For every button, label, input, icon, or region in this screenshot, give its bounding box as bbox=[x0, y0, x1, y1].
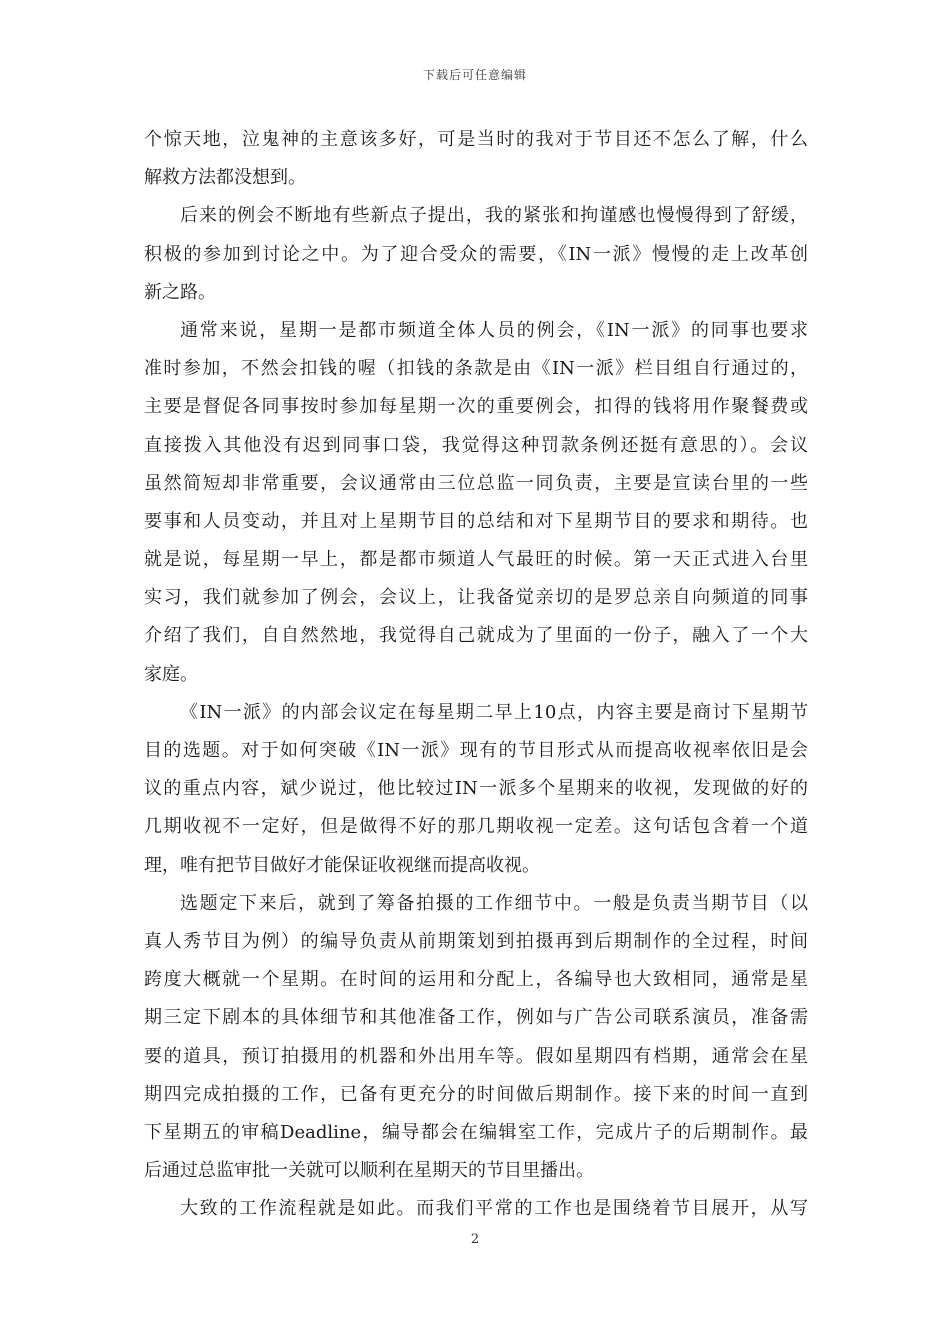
text-line: 新之路。 bbox=[144, 281, 216, 303]
text-line: 选题定下来后，就到了筹备拍摄的工作细节中。一般是负责当期节目（以 bbox=[180, 892, 808, 914]
page-number: 2 bbox=[470, 1232, 480, 1247]
text-line: 大致的工作流程就是如此。而我们平常的工作也是围绕着节目展开，从写 bbox=[180, 1198, 808, 1220]
text-line: 就是说，每星期一早上，都是都市频道人气最旺的时候。第一天正式进入台里 bbox=[144, 549, 808, 571]
page-header: 下载后可任意编辑 bbox=[422, 68, 527, 82]
text-line: 个惊天地，泣鬼神的主意该多好，可是当时的我对于节目还不怎么了解，什么 bbox=[144, 129, 808, 150]
text-line: 家庭。 bbox=[144, 663, 198, 685]
text-line: 理，唯有把节目做好才能保证收视继而提高收视。 bbox=[144, 854, 540, 876]
text-line: 几期收视不一定好，但是做得不好的那几期收视一定差。这句话包含着一个道 bbox=[144, 816, 808, 838]
text-line: 跨度大概就一个星期。在时间的运用和分配上，各编导也大致相同，通常是星 bbox=[144, 969, 808, 991]
text-line: 期四完成拍摄的工作，已备有更充分的时间做后期制作。接下来的时间一直到 bbox=[144, 1083, 808, 1105]
text-line: 目的选题。对于如何突破《IN一派》现有的节目形式从而提高收视率依旧是会 bbox=[144, 740, 808, 761]
text-line: 要的道具，预订拍摄用的机器和外出用车等。假如星期四有档期，通常会在星 bbox=[144, 1045, 808, 1067]
text-line: 议的重点内容，斌少说过，他比较过IN一派多个星期来的收视，发现做的好的 bbox=[144, 778, 808, 800]
text-line: 解救方法都没想到。 bbox=[144, 167, 306, 189]
document-body bbox=[144, 121, 808, 1228]
text-line: 主要是督促各同事按时参加每星期一次的重要例会，扣得的钱将用作聚餐费或 bbox=[144, 396, 808, 418]
text-line: 要事和人员变动，并且对上星期节目的总结和对下星期节目的要求和期待。也 bbox=[144, 510, 808, 532]
text-line: 后来的例会不断地有些新点子提出，我的紧张和拘谨感也慢慢得到了舒缓， bbox=[180, 205, 808, 227]
text-line: 虽然简短却非常重要，会议通常由三位总监一同负责，主要是宣读台里的一些 bbox=[144, 472, 808, 494]
text-line: 积极的参加到讨论之中。为了迎合受众的需要，《IN一派》慢慢的走上改革创 bbox=[144, 243, 808, 265]
text-line: 通常来说，星期一是都市频道全体人员的例会，《IN一派》的同事也要求 bbox=[180, 319, 808, 341]
text-line: 直接拨入其他没有迟到同事口袋，我觉得这种罚款条例还挺有意思的）。会议 bbox=[144, 434, 808, 456]
text-line: 后通过总监审批一关就可以顺利在星期天的节目里播出。 bbox=[144, 1160, 594, 1182]
text-line: 准时参加，不然会扣钱的喔（扣钱的条款是由《IN一派》栏目组自行通过的， bbox=[144, 358, 808, 380]
text-line: 真人秀节目为例）的编导负责从前期策划到拍摄再到后期制作的全过程，时间 bbox=[144, 930, 808, 952]
text-line: 实习，我们就参加了例会，会议上，让我备觉亲切的是罗总亲自向频道的同事 bbox=[144, 587, 808, 609]
text-line: 下星期五的审稿Deadline，编导都会在编辑室工作，完成片子的后期制作。最 bbox=[144, 1121, 808, 1143]
text-line: 介绍了我们，自自然然地，我觉得自己就成为了里面的一份子，融入了一个大 bbox=[144, 625, 808, 647]
text-line: 《IN一派》的内部会议定在每星期二早上10点，内容主要是商讨下星期节 bbox=[180, 701, 808, 723]
text-line: 期三定下剧本的具体细节和其他准备工作，例如与广告公司联系演员，准备需 bbox=[144, 1007, 808, 1029]
